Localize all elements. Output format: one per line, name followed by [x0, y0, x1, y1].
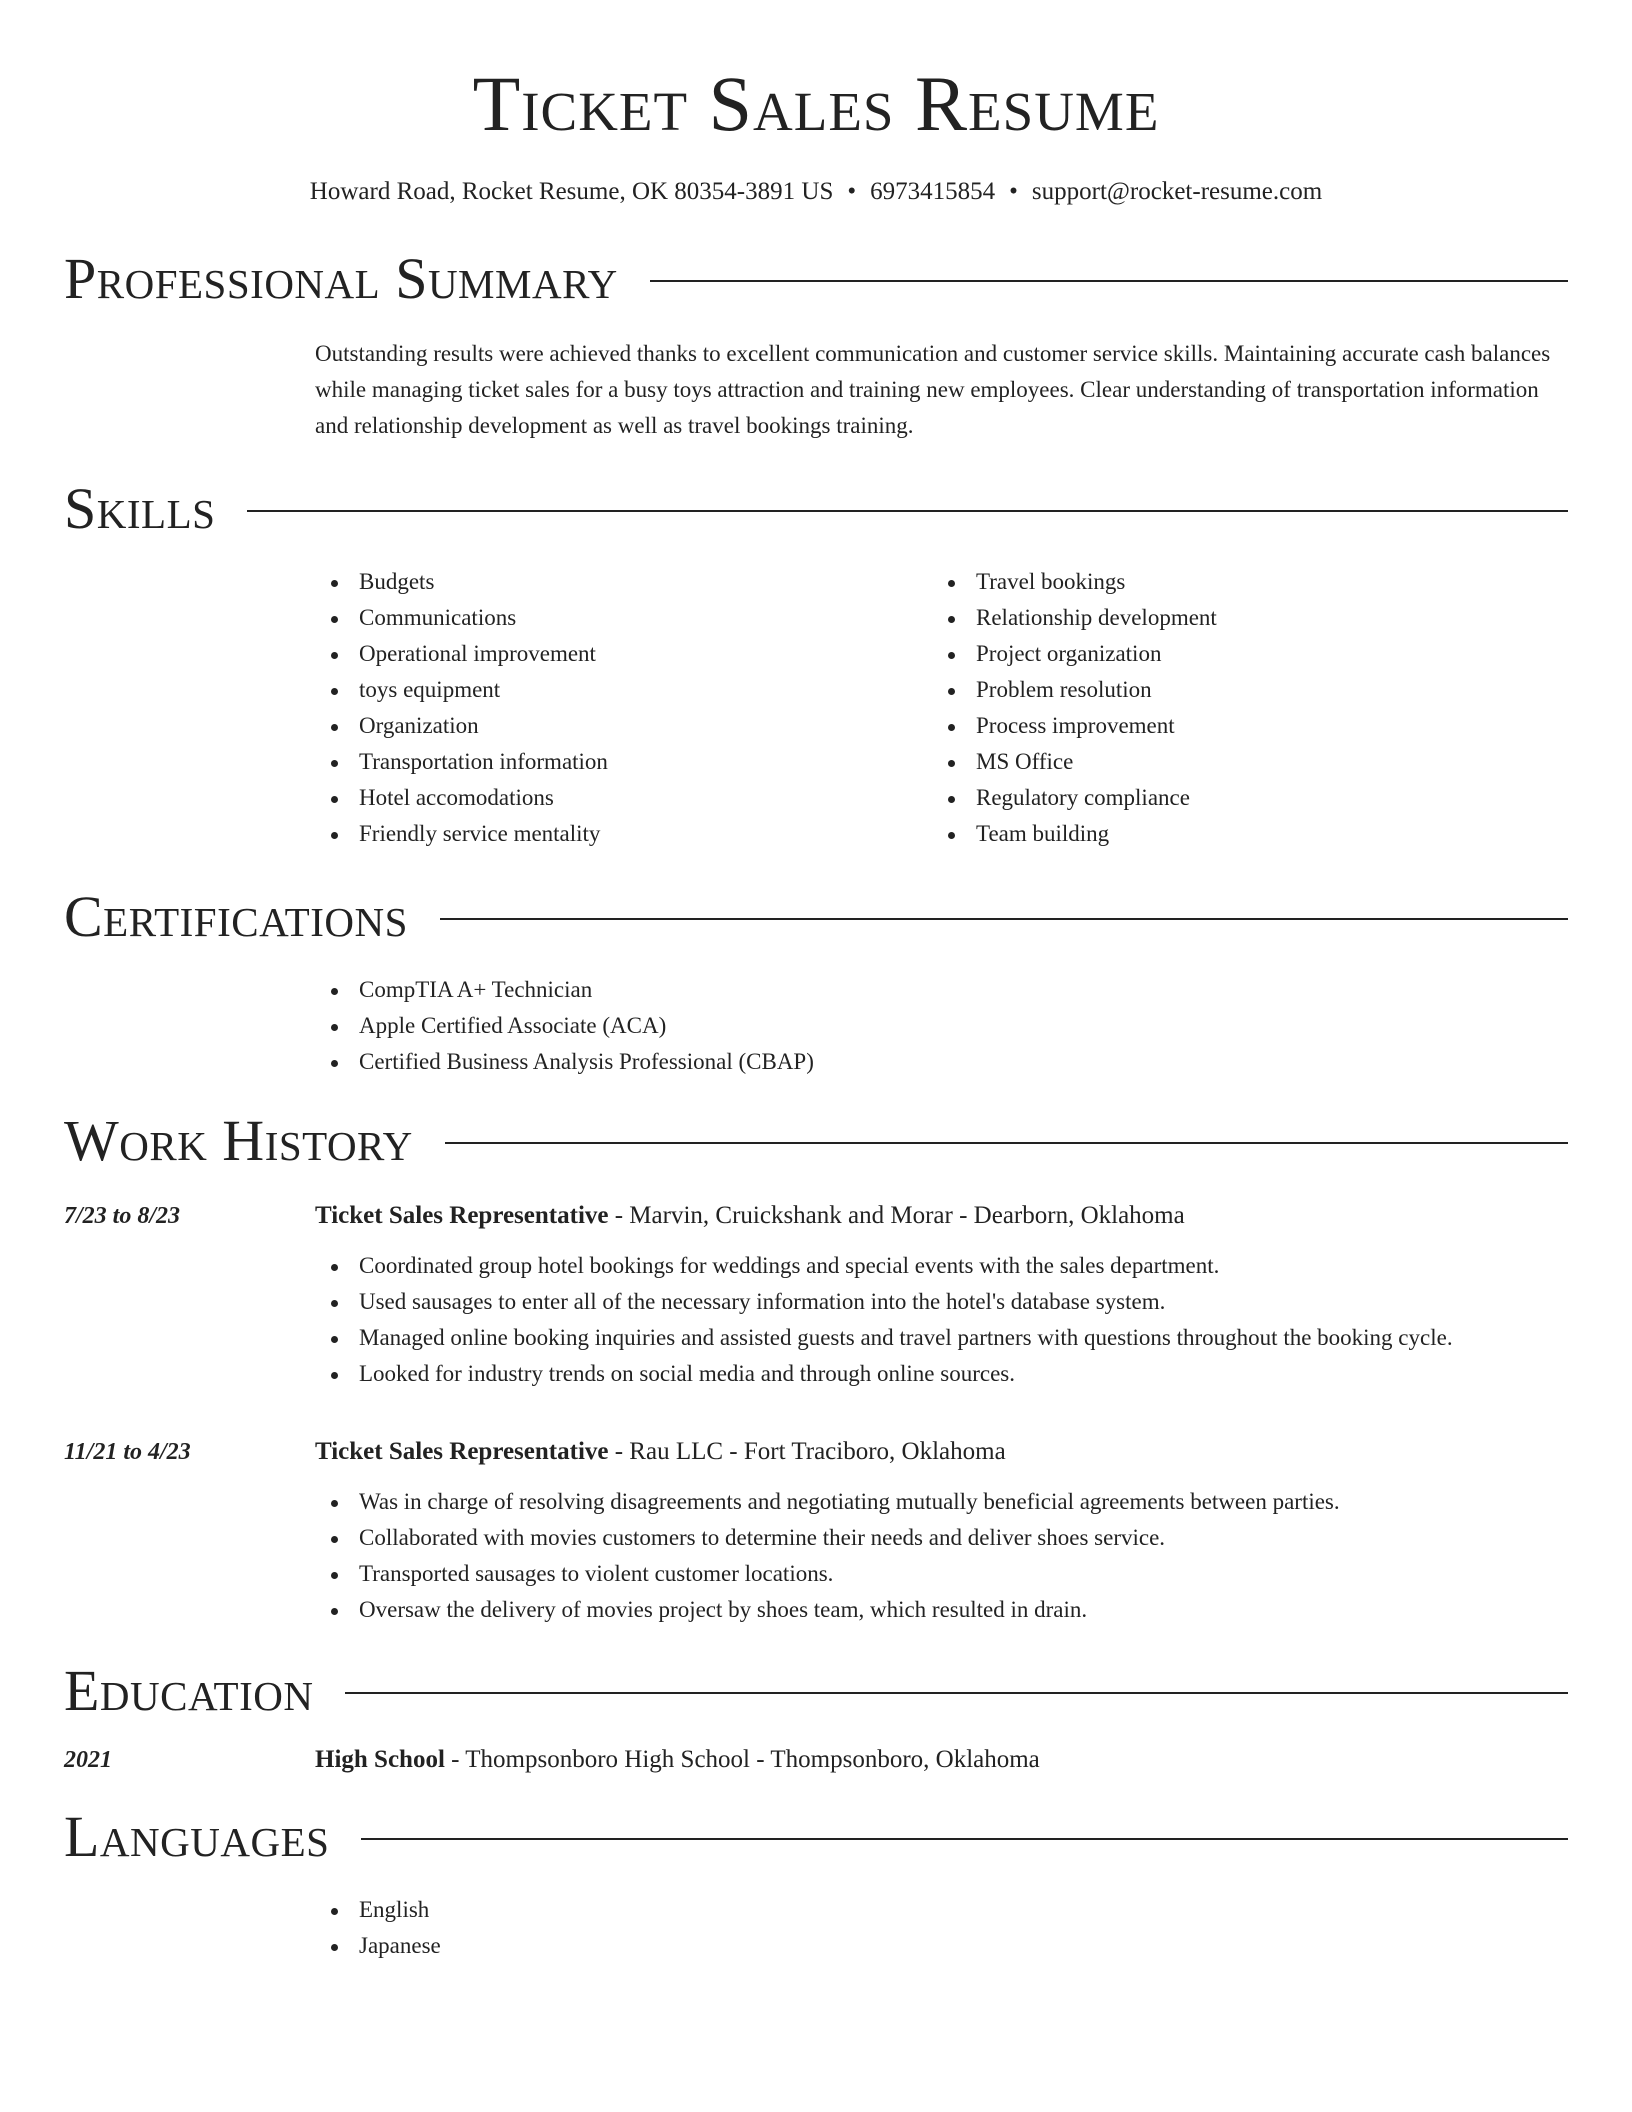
- list-item: Certified Business Analysis Professional (CBAP): [315, 1044, 1568, 1080]
- list-item: Transported sausages to violent customer locations.: [315, 1556, 1568, 1592]
- address: Howard Road, Rocket Resume, OK 80354-3891 US: [309, 178, 834, 205]
- list-item: Team building: [932, 816, 1549, 852]
- list-item: Japanese: [315, 1928, 1568, 1964]
- page-title: Ticket Sales Resume: [472, 60, 1160, 147]
- contact-separator: •: [1009, 178, 1018, 205]
- job-details: - Rau LLC - Fort Traciboro, Oklahoma: [608, 1438, 1006, 1465]
- list-item: Transportation information: [315, 744, 932, 780]
- education-body: [315, 1742, 1568, 1778]
- job-bullets: [315, 1484, 1568, 1628]
- list-item: Looked for industry trends on social media and through online sources.: [315, 1356, 1568, 1392]
- certifications-section-header: [64, 882, 1568, 952]
- certifications-list-wrap: [315, 972, 1568, 1080]
- education-heading: [315, 1742, 1568, 1778]
- list-item: Regulatory compliance: [932, 780, 1549, 816]
- list-item: Apple Certified Associate (ACA): [315, 1008, 1568, 1044]
- skills-list-left: [315, 564, 932, 852]
- job-entry: [64, 1198, 1568, 1392]
- education-date: 2021: [64, 1747, 112, 1773]
- list-item: Problem resolution: [932, 672, 1549, 708]
- education-details: - Thompsonboro High School - Thompsonboro, Oklahoma: [444, 1746, 1040, 1773]
- list-item: Oversaw the delivery of movies project by shoes team, which resulted in drain.: [315, 1592, 1568, 1628]
- skills-column-left: [315, 564, 932, 852]
- section-divider: [345, 1692, 1568, 1694]
- list-item: Hotel accomodations: [315, 780, 932, 816]
- contact-separator: •: [847, 178, 857, 205]
- job-bullets: [315, 1248, 1568, 1392]
- list-item: Travel bookings: [932, 564, 1549, 600]
- summary-section-header: [64, 244, 1568, 314]
- section-heading: Skills: [64, 476, 216, 541]
- contact-line: [64, 174, 1568, 210]
- section-heading: Professional Summary: [64, 246, 618, 311]
- list-item: Operational improvement: [315, 636, 932, 672]
- section-divider: [650, 280, 1568, 282]
- education-section-header: [64, 1656, 1568, 1726]
- job-heading: [315, 1198, 1568, 1234]
- job-entry: [64, 1434, 1568, 1628]
- languages-section-header: [64, 1802, 1568, 1872]
- section-divider: [247, 510, 1568, 512]
- skills-section-header: [64, 474, 1568, 544]
- list-item: Budgets: [315, 564, 932, 600]
- list-item: Coordinated group hotel bookings for weddings and special events with the sales department.: [315, 1248, 1568, 1284]
- certifications-list: [315, 972, 1568, 1080]
- list-item: Was in charge of resolving disagreements and negotiating mutually beneficial agreements between parties.: [315, 1484, 1568, 1520]
- section-divider: [445, 1142, 1568, 1144]
- languages-list: [315, 1892, 1568, 1964]
- job-date: 7/23 to 8/23: [64, 1203, 181, 1229]
- summary-text: Outstanding results were achieved thanks to excellent communication and customer service skills. Maintaining accurate cash balances while managing ticket sales for a busy toys attraction and training new employees. Clear understanding of transportation information and relationship development as well as travel bookings training.: [315, 341, 1551, 438]
- section-heading: Languages: [64, 1804, 330, 1869]
- skills-column-right: [932, 564, 1549, 852]
- education-degree: High School: [315, 1746, 445, 1773]
- section-heading: Education: [64, 1658, 314, 1723]
- skills-grid: [315, 564, 1568, 852]
- job-body: [315, 1198, 1568, 1392]
- education-entry: [64, 1742, 1568, 1778]
- list-item: Managed online booking inquiries and assisted guests and travel partners with questions throughout the booking cycle.: [315, 1320, 1568, 1356]
- section-divider: [361, 1838, 1568, 1840]
- list-item: Project organization: [932, 636, 1549, 672]
- list-item: toys equipment: [315, 672, 932, 708]
- job-date: 11/21 to 4/23: [64, 1439, 191, 1465]
- list-item: CompTIA A+ Technician: [315, 972, 1568, 1008]
- email: support@rocket-resume.com: [1031, 178, 1323, 205]
- list-item: English: [315, 1892, 1568, 1928]
- job-title: Ticket Sales Representative: [315, 1202, 609, 1229]
- job-heading: [315, 1434, 1568, 1470]
- job-details: - Marvin, Cruickshank and Morar - Dearborn, Oklahoma: [608, 1202, 1185, 1229]
- job-title: Ticket Sales Representative: [315, 1438, 609, 1465]
- skills-list-right: [932, 564, 1549, 852]
- list-item: Friendly service mentality: [315, 816, 932, 852]
- phone: 6973415854: [870, 178, 996, 205]
- languages-list-wrap: [315, 1892, 1568, 1964]
- list-item: Communications: [315, 600, 932, 636]
- list-item: MS Office: [932, 744, 1549, 780]
- section-heading: Certifications: [64, 884, 408, 949]
- list-item: Organization: [315, 708, 932, 744]
- list-item: Relationship development: [932, 600, 1549, 636]
- resume-page: [64, 0, 1568, 1964]
- section-divider: [440, 918, 1568, 920]
- work-history-section-header: [64, 1106, 1568, 1176]
- section-heading: Work History: [64, 1108, 413, 1173]
- job-body: [315, 1434, 1568, 1628]
- list-item: Used sausages to enter all of the necessary information into the hotel's database system.: [315, 1284, 1568, 1320]
- list-item: Collaborated with movies customers to determine their needs and deliver shoes service.: [315, 1520, 1568, 1556]
- list-item: Process improvement: [932, 708, 1549, 744]
